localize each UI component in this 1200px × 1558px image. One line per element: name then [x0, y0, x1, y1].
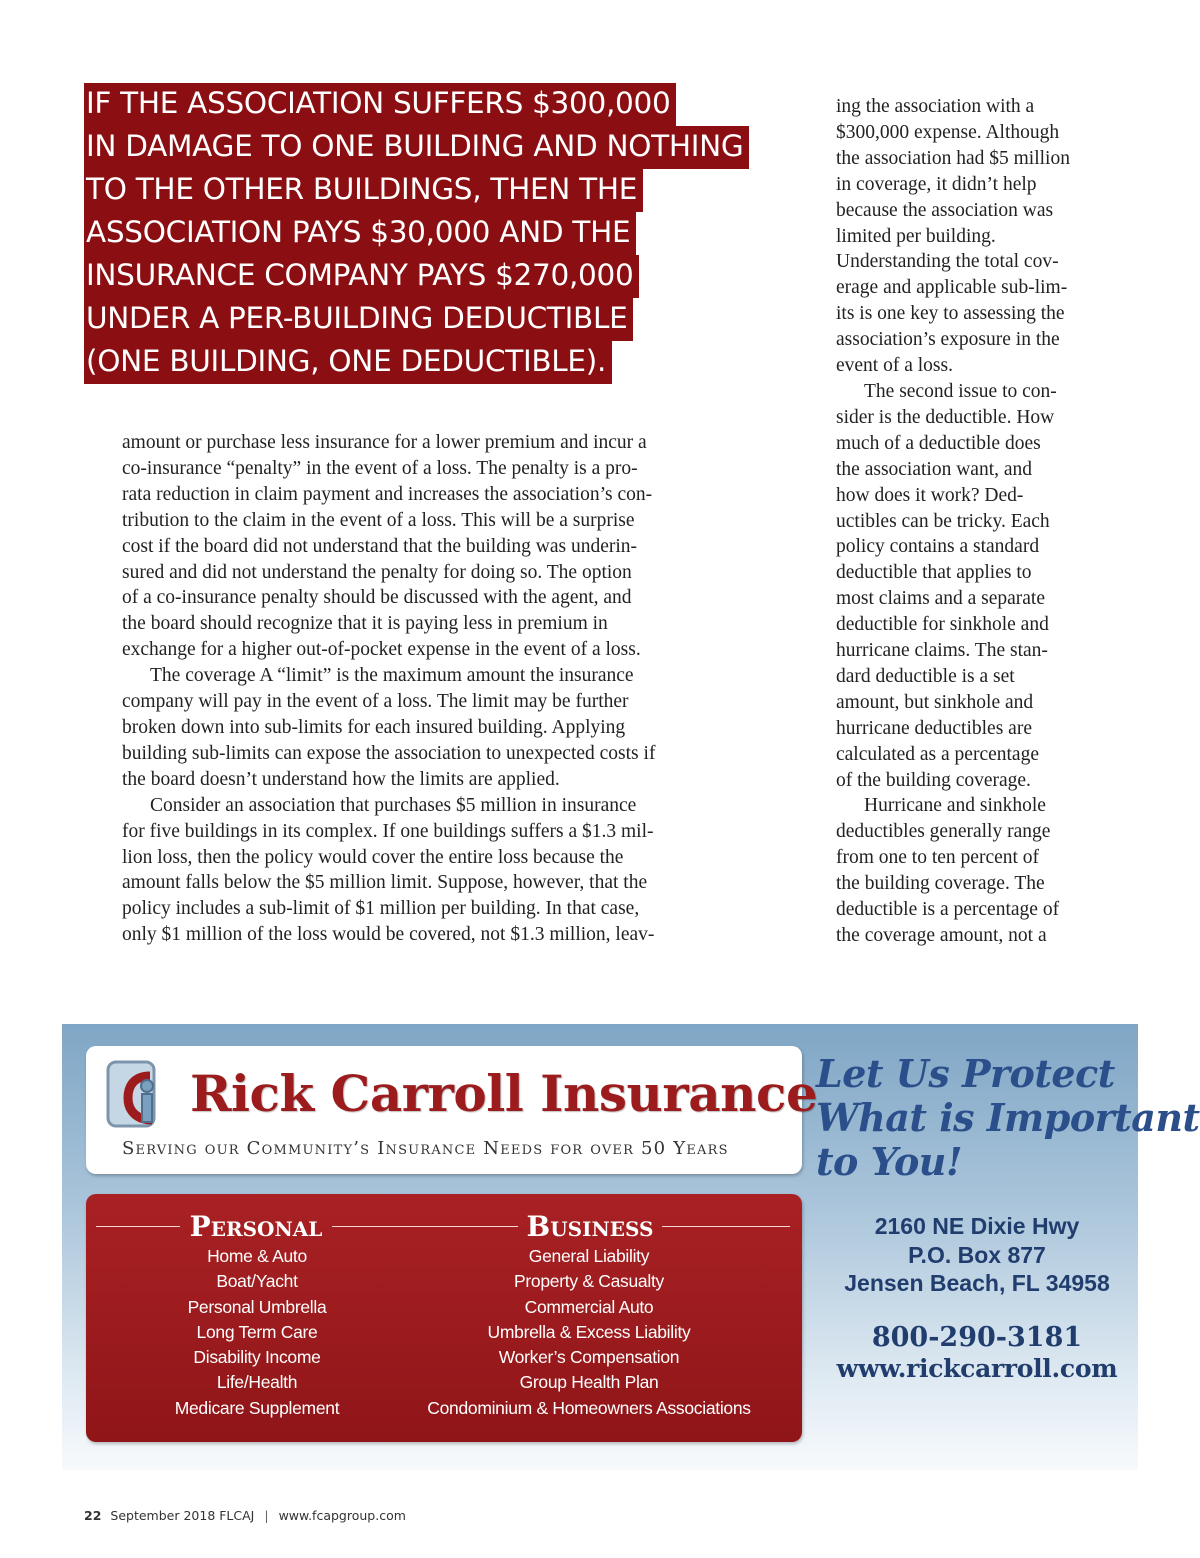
list-item: Home & Auto — [207, 1246, 307, 1266]
slogan-line: What is Important — [816, 1095, 1200, 1140]
pull-quote-line: (ONE BUILDING, ONE DEDUCTIBLE). — [84, 341, 612, 384]
pull-quote — [84, 83, 784, 384]
text-line: company will pay in the event of a loss. The limit may be further — [122, 691, 629, 713]
text-line: hurricane claims. The stan- — [836, 640, 1048, 662]
personal-services-list — [144, 1244, 370, 1421]
address-line: Jensen Beach, FL 34958 — [844, 1270, 1110, 1296]
text-line: dard deductible is a set — [836, 665, 1015, 687]
text-line: its is one key to assessing the — [836, 303, 1065, 325]
text-line: deductible that applies to — [836, 562, 1032, 584]
text-line: amount falls below the $5 million limit. Suppose, however, that the — [122, 872, 648, 894]
slogan-line: Let Us Protect — [816, 1051, 1115, 1096]
text-line: sured and did not understand the penalty for doing so. The option — [122, 561, 632, 583]
text-line: from one to ten percent of — [836, 847, 1040, 869]
pull-quote-line: IN DAMAGE TO ONE BUILDING AND NOTHING — [84, 126, 749, 169]
address-block — [816, 1212, 1138, 1298]
address-line: P.O. Box 877 — [908, 1241, 1046, 1268]
personal-heading: Personal — [189, 1210, 323, 1243]
text-line: how does it work? Ded- — [836, 484, 1024, 506]
list-item: General Liability — [528, 1246, 650, 1266]
text-line: association’s exposure in the — [836, 329, 1060, 351]
text-line: deductible is a percentage of — [836, 899, 1060, 921]
pull-quote-line: UNDER A PER-BUILDING DEDUCTIBLE — [84, 298, 633, 341]
list-item: Long Term Care — [196, 1321, 318, 1342]
text-line: amount, but sinkhole and — [836, 691, 1034, 713]
list-item: Group Health Plan — [519, 1372, 659, 1393]
slogan-line: to You! — [816, 1139, 963, 1184]
list-item: Commercial Auto — [524, 1296, 654, 1317]
text-line: lion loss, then the policy would cover the entire loss because the — [122, 846, 624, 868]
divider — [332, 1226, 518, 1227]
business-services-list — [400, 1244, 778, 1421]
article-left-column — [122, 430, 762, 948]
text-line: Understanding the total cov- — [836, 251, 1059, 273]
pull-quote-line: IF THE ASSOCIATION SUFFERS $300,000 — [84, 83, 676, 126]
address-line: 2160 NE Dixie Hwy — [874, 1213, 1080, 1239]
list-item: Medicare Supplement — [174, 1397, 340, 1418]
divider — [662, 1226, 790, 1227]
slogan — [816, 1051, 1200, 1184]
text-line: building sub-limits can expose the association to unexpected costs if — [122, 742, 656, 764]
text-line: event of a loss. — [836, 355, 953, 377]
text-line: hurricane deductibles are — [836, 717, 1032, 739]
text-line: only $1 million of the loss would be covered, not $1.3 million, leav- — [122, 924, 655, 946]
text-line: most claims and a separate — [836, 588, 1046, 610]
text-line: much of a deductible does — [836, 432, 1041, 454]
text-line: amount or purchase less insurance for a lower premium and incur a — [122, 432, 647, 453]
page-footer — [84, 1508, 406, 1523]
footer-separator: | — [264, 1508, 269, 1523]
list-item: Personal Umbrella — [187, 1296, 327, 1317]
text-line: broken down into sub-limits for each insured building. Applying — [122, 716, 626, 738]
list-item: Boat/Yacht — [216, 1271, 298, 1292]
pull-quote-line: TO THE OTHER BUILDINGS, THEN THE — [84, 169, 643, 212]
text-line: deductibles generally range — [836, 821, 1051, 843]
article-right-column — [836, 94, 1126, 949]
list-item: Life/Health — [216, 1372, 298, 1393]
text-line: limited per building. — [836, 225, 996, 247]
logo-banner — [86, 1046, 818, 1174]
text-line: of a co-insurance penalty should be discussed with the agent, and — [122, 587, 632, 609]
text-line: erage and applicable sub-lim- — [836, 277, 1068, 299]
services-panel — [86, 1194, 802, 1442]
divider — [96, 1226, 180, 1227]
text-line: of the building coverage. — [836, 769, 1031, 791]
text-line: in coverage, it didn’t help — [836, 173, 1037, 195]
text-line: policy contains a standard — [836, 536, 1040, 558]
text-line: sider is the deductible. How — [836, 406, 1055, 428]
rc-monogram-icon — [104, 1056, 184, 1136]
tagline: Serving our Community’s Insurance Needs for over 50 Years — [122, 1138, 729, 1159]
contact-block — [816, 1322, 1138, 1384]
text-line: co-insurance “penalty” in the event of a loss. The penalty is a pro- — [122, 457, 638, 479]
issue-label: September 2018 FLCAJ — [110, 1508, 255, 1523]
text-line: Hurricane and sinkhole — [864, 795, 1046, 817]
text-line: The second issue to con- — [864, 380, 1057, 402]
website-link[interactable]: www.rickcarroll.com — [836, 1354, 1118, 1383]
list-item: Worker’s Compensation — [498, 1347, 680, 1368]
text-line: because the association was — [836, 199, 1054, 221]
pull-quote-line: INSURANCE COMPANY PAYS $270,000 — [84, 255, 639, 298]
insurance-advertisement[interactable] — [62, 1024, 1200, 1470]
list-item: Property & Casualty — [514, 1271, 664, 1292]
text-line: uctibles can be tricky. Each — [836, 510, 1050, 532]
text-line: ing the association with a — [836, 96, 1035, 117]
text-line: for five buildings in its complex. If one buildings suffers a $1.3 mil- — [122, 820, 654, 842]
text-line: policy includes a sub-limit of $1 million per building. In that case, — [122, 898, 640, 920]
brand-name: Rick Carroll Insurance — [190, 1064, 818, 1123]
text-line: the building coverage. The — [836, 873, 1045, 895]
text-line: the board doesn’t understand how the limits are applied. — [122, 768, 560, 790]
text-line: Consider an association that purchases $5 million in insurance — [150, 794, 637, 816]
footer-url[interactable]: www.fcapgroup.com — [278, 1508, 406, 1523]
text-line: the association had $5 million — [836, 147, 1070, 169]
text-line: cost if the board did not understand that the building was underin- — [122, 535, 638, 557]
phone-number[interactable]: 800-290-3181 — [871, 1322, 1083, 1353]
page-number: 22 — [84, 1508, 102, 1523]
text-line: rata reduction in claim payment and increases the association’s con- — [122, 483, 653, 505]
text-line: calculated as a percentage — [836, 743, 1039, 765]
list-item: Condominium & Homeowners Associations — [427, 1397, 751, 1418]
text-line: $300,000 expense. Although — [836, 121, 1060, 143]
list-item: Disability Income — [193, 1347, 321, 1368]
text-line: deductible for sinkhole and — [836, 614, 1049, 636]
text-line: The coverage A “limit” is the maximum amount the insurance — [150, 665, 634, 687]
text-line: exchange for a higher out-of-pocket expense in the event of a loss. — [122, 639, 641, 661]
list-item: Umbrella & Excess Liability — [487, 1321, 691, 1342]
text-line: the association want, and — [836, 458, 1033, 480]
pull-quote-line: ASSOCIATION PAYS $30,000 AND THE — [84, 212, 636, 255]
business-heading: Business — [526, 1210, 654, 1243]
text-line: the coverage amount, not a — [836, 925, 1047, 946]
text-line: tribution to the claim in the event of a loss. This will be a surprise — [122, 509, 635, 531]
text-line: the board should recognize that it is paying less in premium in — [122, 613, 608, 635]
